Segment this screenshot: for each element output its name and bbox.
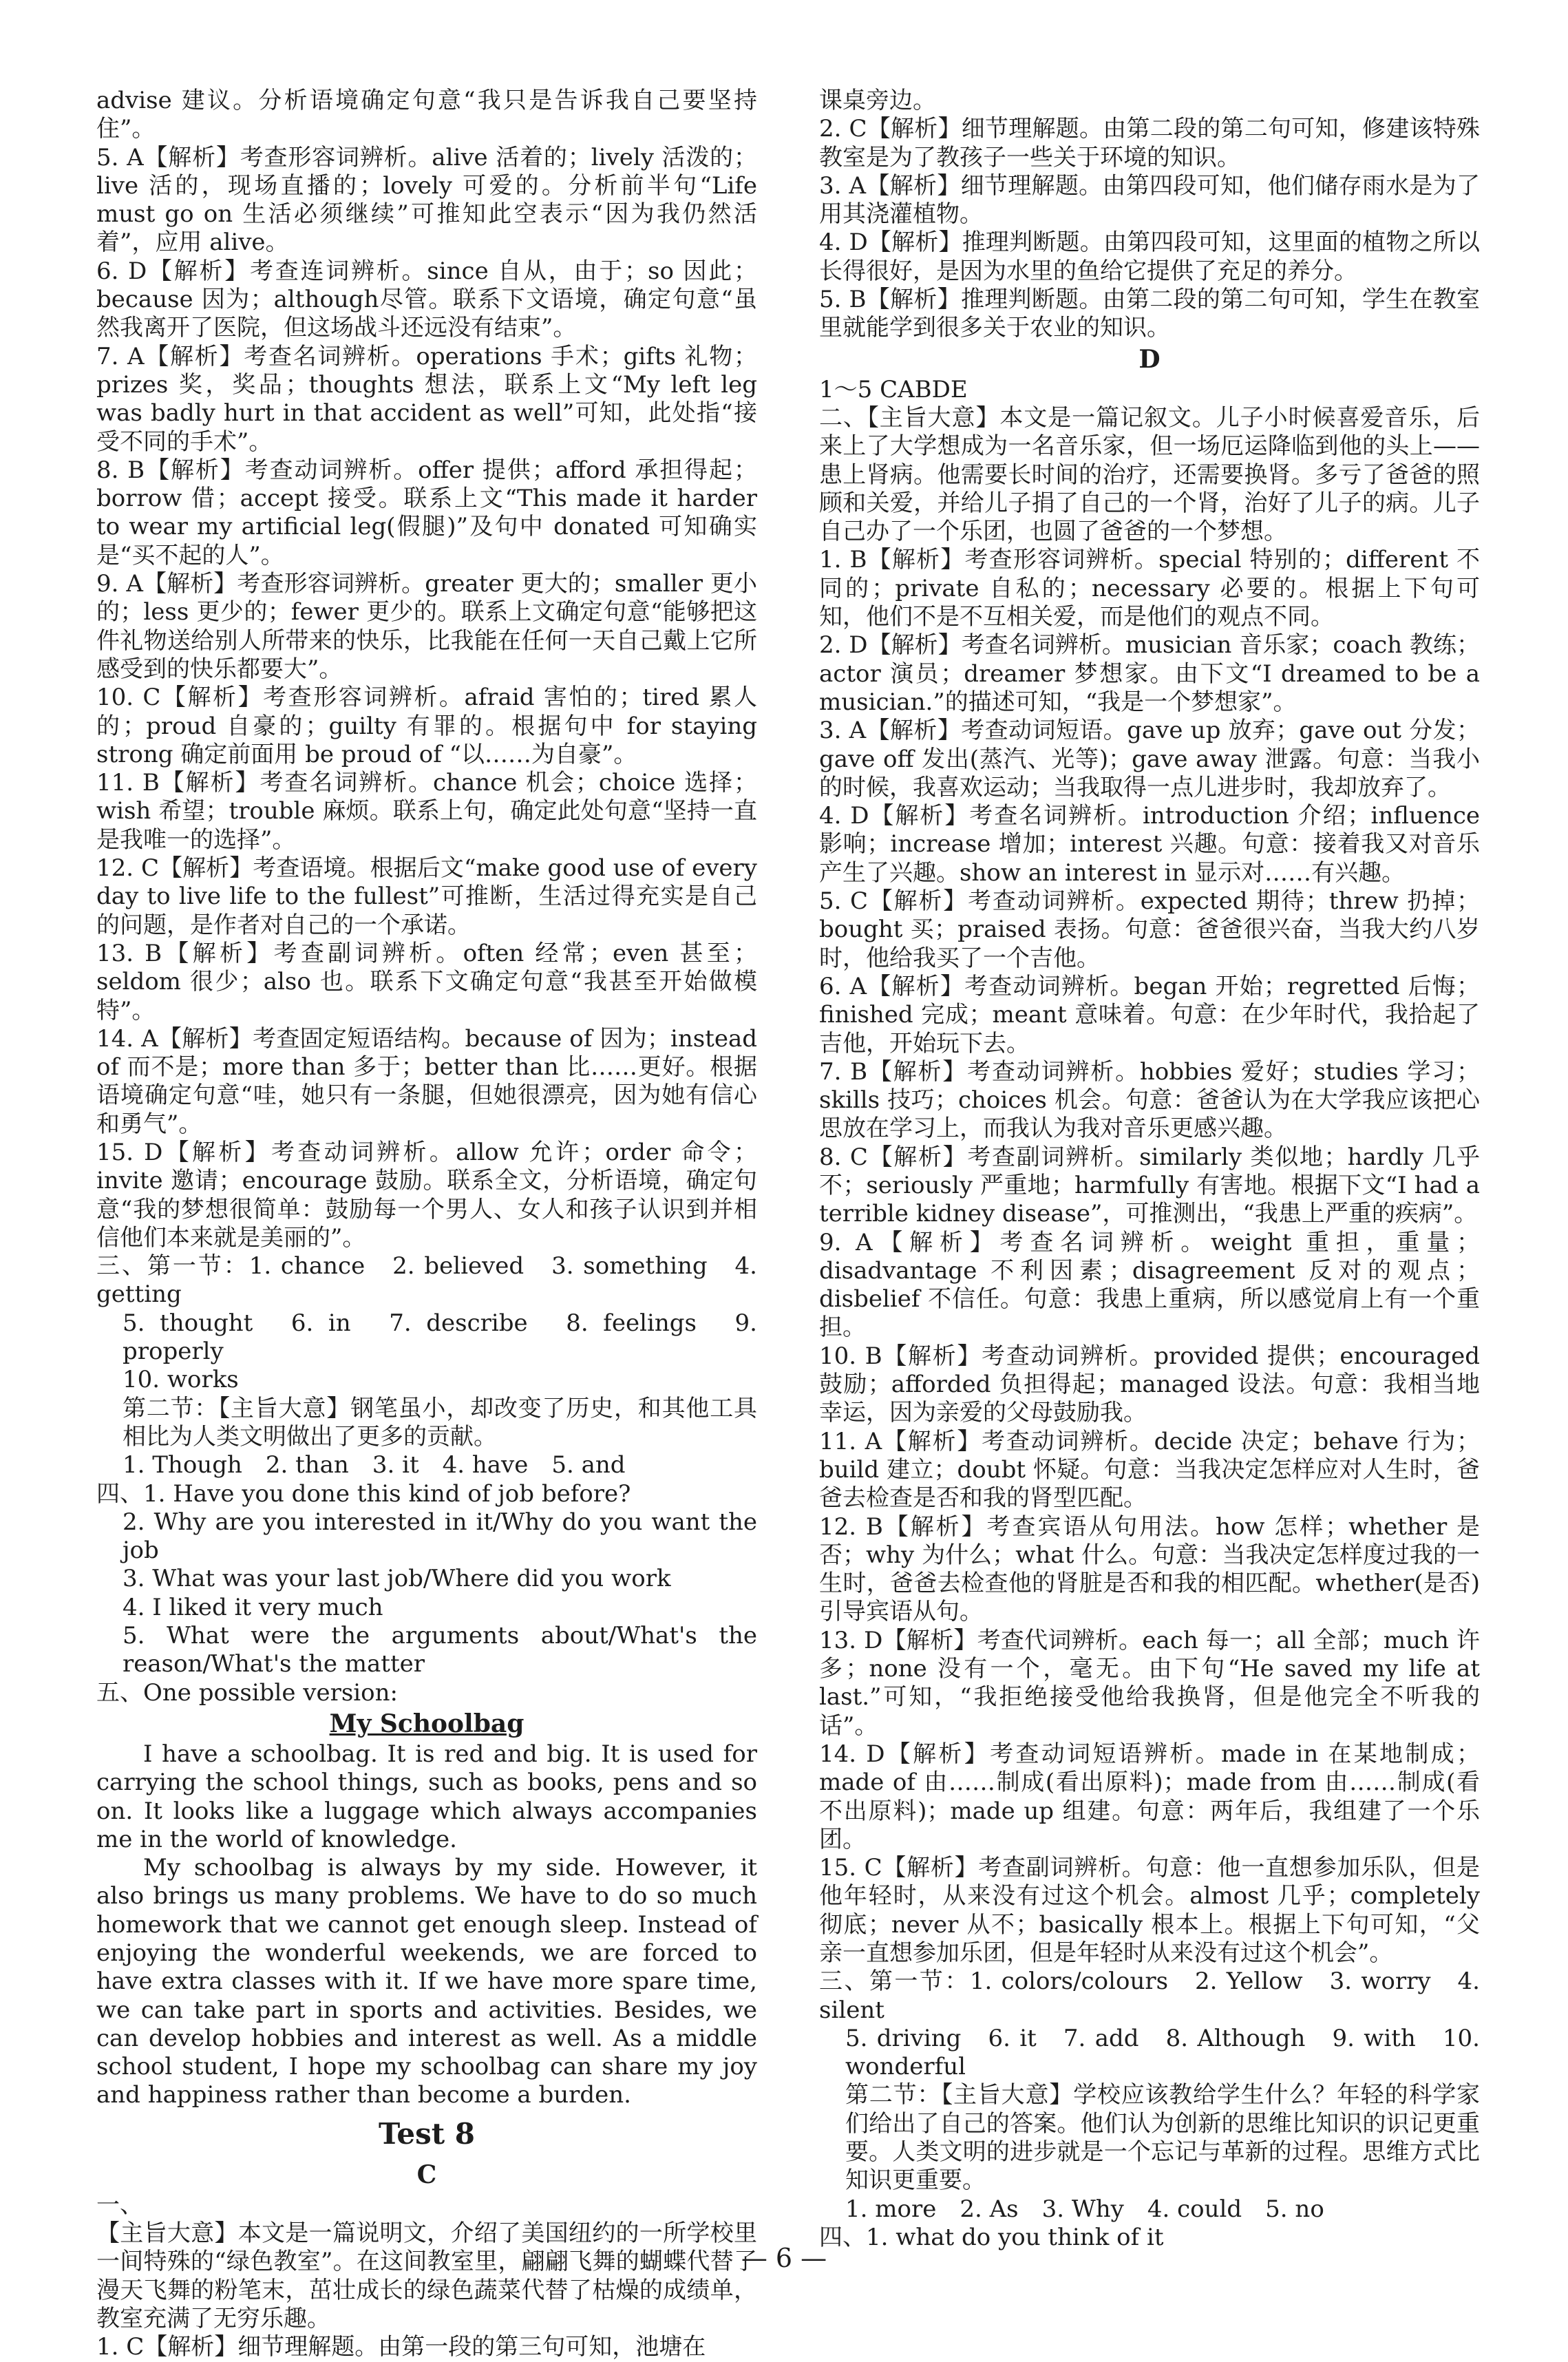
- page-number: — 6 —: [741, 2243, 827, 2273]
- right-paragraph: 四、1. what do you think of it: [819, 2223, 1164, 2251]
- left-paragraph: 10. works: [123, 1366, 239, 1394]
- left-paragraph: I have a schoolbag. It is red and big. It is used for carrying the school things, such as books, pens and so on. It looks like a luggage which always accompanies me in the world of knowledge.: [96, 1740, 757, 1853]
- left-paragraph: 5. A【解析】考查形容词辨析。alive 活着的；lively 活泼的；live 活的，现场直播的；lovely 可爱的。分析前半句“Life must go on 生活必须继续”可推知此空表示“因为我仍然活着”，应用 alive。: [96, 143, 757, 257]
- left-paragraph: 三、第一节：1. chance 2. believed 3. something 4. getting: [96, 1252, 757, 1309]
- left-paragraph: 第二节：【主旨大意】钢笔虽小，却改变了历史，和其他工具相比为人类文明做出了更多的贡献。: [123, 1394, 757, 1451]
- right-paragraph: 2. D【解析】考查名词辨析。musician 音乐家；coach 教练；actor 演员；dreamer 梦想家。由下文“I dreamed to be a musician.”的描述可知，“我是一个梦想家”。: [819, 631, 1480, 716]
- left-paragraph: 7. A【解析】考查名词辨析。operations 手术；gifts 礼物；prizes 奖，奖品；thoughts 想法，联系上文“My left leg was badly hurt in that accident as well”可知，此处指“接受不同的手术”。: [96, 342, 757, 456]
- left-paragraph: 8. B【解析】考查动词辨析。offer 提供；afford 承担得起；borrow 借；accept 接受。联系上文“This made it harder to wear my artificial leg(假腿)”及句中 donated 可知确实是“买不起的人”。: [96, 456, 757, 569]
- right-paragraph: 5. C【解析】考查动词辨析。expected 期待；threw 扔掉；bought 买；praised 表扬。句意：爸爸很兴奋，当我大约八岁时，他给我买了一个吉他。: [819, 887, 1480, 972]
- left-paragraph: 3. What was your last job/Where did you work: [123, 1565, 671, 1593]
- right-paragraph: 1. B【解析】考查形容词辨析。special 特别的；different 不同的；private 自私的；necessary 必要的。根据上下句可知，他们不是不互相关爱，而是他们的观点不同。: [819, 546, 1480, 631]
- right-paragraph: 7. B【解析】考查动词辨析。hobbies 爱好；studies 学习；skills 技巧；choices 机会。句意：爸爸认为在大学我应该把心思放在学习上，而我认为我对音乐更感兴趣。: [819, 1057, 1480, 1143]
- left-paragraph: 5. thought 6. in 7. describe 8. feelings 9. properly: [123, 1309, 757, 1366]
- right-paragraph: 3. A【解析】细节理解题。由第四段可知，他们储存雨水是为了用其浇灌植物。: [819, 171, 1480, 229]
- left-paragraph: 五、One possible version:: [96, 1678, 398, 1707]
- right-paragraph: 3. A【解析】考查动词短语。gave up 放弃；gave out 分发；gave off 发出(蒸汽、光等)；gave away 泄露。句意：当我小的时候，我喜欢运动；当我取得一点儿进步时，我却放弃了。: [819, 717, 1480, 801]
- right-paragraph: 6. A【解析】考查动词辨析。began 开始；regretted 后悔；finished 完成；meant 意味着。句意：在少年时代，我拾起了吉他，开始玩下去。: [819, 972, 1480, 1057]
- left-paragraph: 1. C【解析】细节理解题。由第一段的第三句可知，池塘在: [96, 2333, 706, 2361]
- right-paragraph: 13. D【解析】考查代词辨析。each 每一；all 全部；much 许多；none 没有一个，毫无。由下句“He saved my life at last.”可知，“我拒绝接受他给我换肾，但是他完全不听我的话”。: [819, 1626, 1480, 1740]
- left-paragraph: 1. Though 2. than 3. it 4. have 5. and: [123, 1451, 626, 1479]
- left-paragraph: 14. A【解析】考查固定短语结构。because of 因为；instead of 而不是；more than 多于；better than 比……更好。根据语境确定句意“哇，她只有一条腿，但她很漂亮，因为她有信心和勇气”。: [96, 1024, 757, 1138]
- left-paragraph: Test 8: [378, 2116, 476, 2151]
- right-paragraph: 14. D【解析】考查动词短语辨析。made in 在某地制成；made of 由……制成(看出原料)；made from 由……制成(看不出原料)；made up 组建。句意：两年后，我组建了一个乐团。: [819, 1740, 1480, 1853]
- right-paragraph: 第二节：【主旨大意】学校应该教给学生什么？年轻的科学家们给出了自己的答案。他们认为创新的思维比知识的识记更重要。人类文明的进步就是一个忘记与革新的过程。思维方式比知识更重要。: [845, 2081, 1480, 2195]
- right-paragraph: 10. B【解析】考查动词辨析。provided 提供；encouraged 鼓励；afforded 负担得起；managed 设法。句意：我相当地幸运，因为亲爱的父母鼓励我。: [819, 1342, 1480, 1427]
- left-paragraph: 5. What were the arguments about/What's the reason/What's the matter: [123, 1622, 757, 1678]
- left-paragraph: 四、1. Have you done this kind of job before?: [96, 1479, 631, 1508]
- left-paragraph: 2. Why are you interested in it/Why do you want the job: [123, 1508, 757, 1565]
- right-paragraph: 2. C【解析】细节理解题。由第二段的第二句可知，修建该特殊教室是为了教孩子一些关于环境的知识。: [819, 115, 1480, 171]
- left-paragraph: 一、: [96, 2191, 143, 2219]
- left-paragraph: 11. B【解析】考查名词辨析。chance 机会；choice 选择；wish 希望；trouble 麻烦。联系上句，确定此处句意“坚持一直是我唯一的选择”。: [96, 769, 757, 854]
- left-paragraph: 【主旨大意】本文是一篇说明文，介绍了美国纽约的一所学校里一间特殊的“绿色教室”。在这间教室里，翩翩飞舞的蝴蝶代替了漫天飞舞的粉笔末，茁壮成长的绿色蔬菜代替了枯燥的成绩单，教室充满了无穷乐趣。: [96, 2219, 757, 2332]
- right-paragraph: 4. D【解析】考查名词辨析。introduction 介绍；influence 影响；increase 增加；interest 兴趣。句意：接着我又对音乐产生了兴趣。show an interest in 显示对……有兴趣。: [819, 802, 1480, 887]
- right-paragraph: 9. A【解析】考查名词辨析。weight 重担，重量；disadvantage 不利因素；disagreement 反对的观点；disbelief 不信任。句意：我患上重病，所以感觉肩上有一个重担。: [819, 1228, 1480, 1342]
- right-paragraph: 4. D【解析】推理判断题。由第四段可知，这里面的植物之所以长得很好，是因为水里的鱼给它提供了充足的养分。: [819, 229, 1480, 285]
- right-column: [819, 87, 1480, 2252]
- right-paragraph: 1～5 CABDE: [819, 375, 968, 403]
- left-paragraph: 12. C【解析】考查语境。根据后文“make good use of every day to live life to the fullest”可推断，生活过得充实是自己的问题，是作者对自己的一个承诺。: [96, 854, 757, 939]
- right-paragraph: 12. B【解析】考查宾语从句用法。how 怎样；whether 是否；why 为什么；what 什么。句意：当我决定怎样度过我的一生时，爸爸去检查他的肾脏是否和我的相匹配。whether(是否)引导宾语从句。: [819, 1512, 1480, 1626]
- left-paragraph: 9. A【解析】考查形容词辨析。greater 更大的；smaller 更小的；less 更少的；fewer 更少的。联系上文确定句意“能够把这件礼物送给别人所带来的快乐，比我能在任何一天自己戴上它所感受到的快乐都要大”。: [96, 570, 757, 683]
- left-paragraph: 4. I liked it very much: [123, 1593, 383, 1621]
- right-paragraph: 5. driving 6. it 7. add 8. Although 9. with 10. wonderful: [845, 2024, 1480, 2081]
- right-paragraph: 8. C【解析】考查副词辨析。similarly 类似地；hardly 几乎不；seriously 严重地；harmfully 有害地。根据下文“I had a terrible kidney disease”，可推测出，“我患上严重的疾病”。: [819, 1143, 1480, 1228]
- right-paragraph: D: [1138, 344, 1161, 374]
- right-paragraph: 15. C【解析】考查副词辨析。句意：他一直想参加乐队，但是他年轻时，从来没有过这个机会。almost 几乎；completely 彻底；never 从不；basically 根本上。根据上下句可知，“父亲一直想参加乐团，但是年轻时从来没有过这个机会”。: [819, 1854, 1480, 1967]
- left-column: [96, 87, 757, 2362]
- left-paragraph: 15. D【解析】考查动词辨析。allow 允许；order 命令；invite 邀请；encourage 鼓励。联系全文，分析语境，确定句意“我的梦想很简单：鼓励每一个男人、女人和孩子认识到并相信他们本来就是美丽的”。: [96, 1138, 757, 1252]
- right-paragraph: 5. B【解析】推理判断题。由第二段的第二句可知，学生在教室里就能学到很多关于农业的知识。: [819, 286, 1480, 342]
- left-paragraph: My Schoolbag: [329, 1709, 525, 1738]
- left-paragraph: My schoolbag is always by my side. However, it also brings us many problems. We have to do so much homework that we cannot get enough sleep. Instead of enjoying the wonderful weekends, we are forced to have extra classes with it. If we have more spare time, we can take part in sports and activities. Besides, we can develop hobbies and interest as well. As a middle school student, I hope my schoolbag can share my joy and happiness rather than become a burden.: [96, 1854, 757, 2109]
- left-paragraph: 13. B【解析】考查副词辨析。often 经常；even 甚至；seldom 很少；also 也。联系下文确定句意“我甚至开始做模特”。: [96, 939, 757, 1024]
- right-paragraph: 二、【主旨大意】本文是一篇记叙文。儿子小时候喜爱音乐，后来上了大学想成为一名音乐家，但一场厄运降临到他的头上——患上肾病。他需要长时间的治疗，还需要换肾。多亏了爸爸的照顾和关爱，并给儿子捐了自己的一个肾，治好了儿子的病。儿子自己办了一个乐团，也圆了爸爸的一个梦想。: [819, 403, 1480, 546]
- right-paragraph: 11. A【解析】考查动词辨析。decide 决定；behave 行为；build 建立；doubt 怀疑。句意：当我决定怎样应对人生时，爸爸去检查是否和我的肾型匹配。: [819, 1427, 1480, 1512]
- left-paragraph: C: [416, 2160, 437, 2189]
- left-paragraph: 6. D【解析】考查连词辨析。since 自从，由于；so 因此；because 因为；although尽管。联系下文语境，确定句意“虽然我离开了医院，但这场战斗还远没有结束”。: [96, 257, 757, 342]
- right-paragraph: 三、第一节：1. colors/colours 2. Yellow 3. worry 4. silent: [819, 1968, 1480, 2024]
- right-paragraph: 课桌旁边。: [819, 87, 936, 114]
- left-paragraph: 10. C【解析】考查形容词辨析。afraid 害怕的；tired 累人的；proud 自豪的；guilty 有罪的。根据句中 for staying strong 确定前面用 be proud of “以……为自豪”。: [96, 684, 757, 768]
- left-paragraph: advise 建议。分析语境确定句意“我只是告诉我自己要坚持住”。: [96, 87, 757, 143]
- right-paragraph: 1. more 2. As 3. Why 4. could 5. no: [845, 2195, 1324, 2223]
